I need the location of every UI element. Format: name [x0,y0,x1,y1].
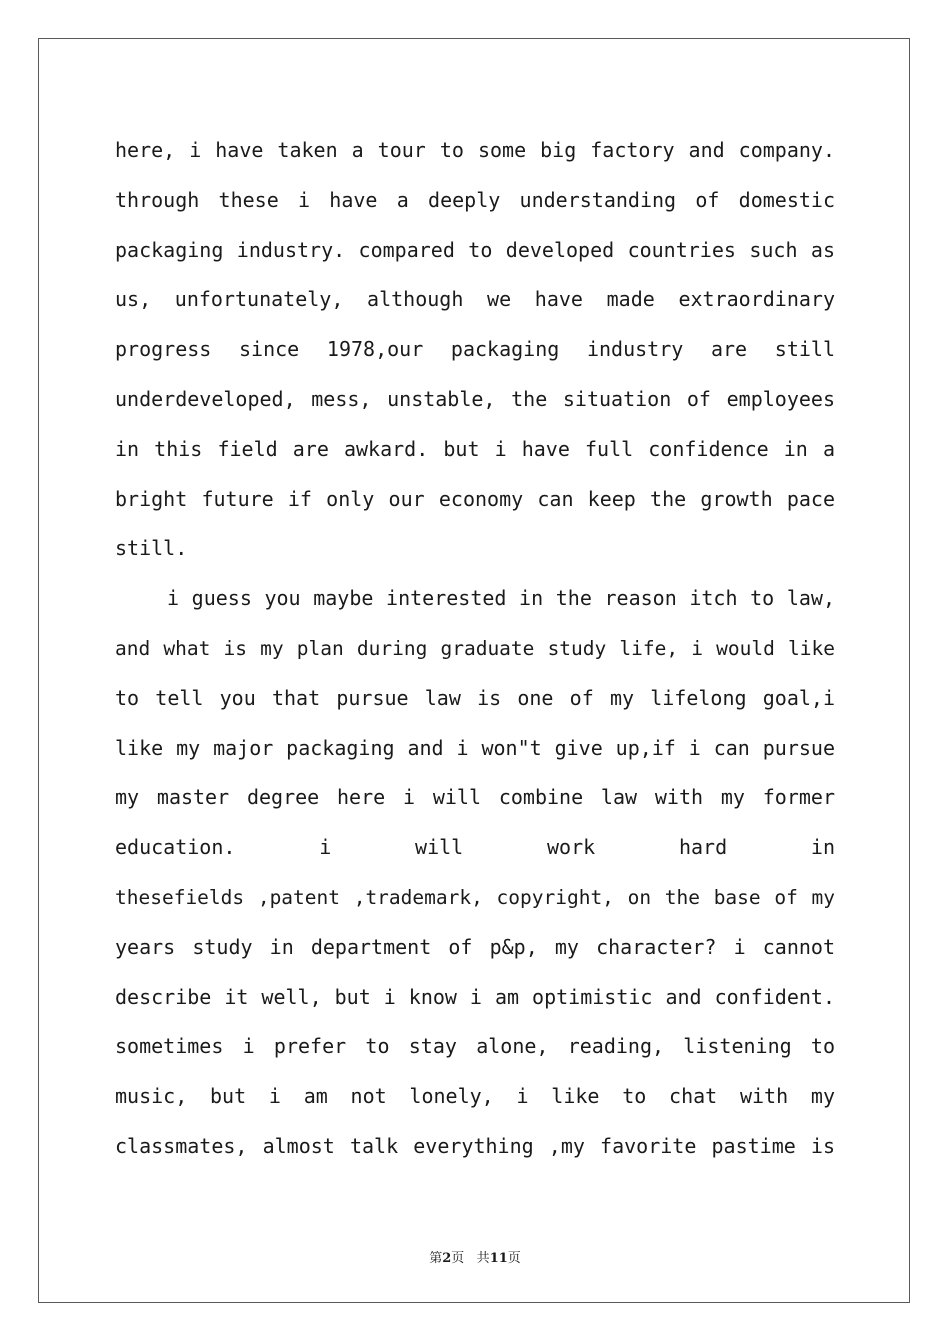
text-line: classmates, almost talk everything ,my favorite pastime is [115,1133,835,1158]
text-line: still. [115,536,188,561]
text-line: bright future if only our economy can keep the growth pace [115,486,835,511]
total-suffix: 页 [507,1251,521,1266]
text-line: and what is my plan during graduate study life, i would like [115,636,835,660]
page-footer [0,1247,950,1266]
text-line: underdeveloped, mess, unstable, the situation of employees [115,386,835,411]
text-line: my master degree here i will combine law with my former [115,785,835,810]
text-line: through these i have a deeply understanding of domestic [115,187,835,212]
paragraph-first-line: i guess you maybe interested in the reason itch to law, [167,586,835,611]
total-prefix: 共 [476,1251,490,1266]
page-prefix: 第 [429,1251,443,1266]
text-line: thesefields ,patent ,trademark, copyright, on the base of my [115,885,835,909]
total-pages: 11 [489,1251,508,1266]
page-number: 2 [442,1251,452,1266]
text-line: music, but i am not lonely, i like to chat with my [115,1084,835,1109]
text-line: packaging industry. compared to developed countries such as [115,237,835,262]
text-line: us, unfortunately, although we have made extraordinary [115,287,835,312]
text-line: to tell you that pursue law is one of my lifelong goal,i [115,685,835,710]
text-line: sometimes i prefer to stay alone, reading, listening to [115,1034,835,1059]
text-line: years study in department of p&p, my character? i cannot [115,934,835,959]
text-line: here, i have taken a tour to some big factory and company. [115,138,835,162]
page-suffix: 页 [451,1251,465,1266]
text-line: progress since 1978,our packaging industry are still [115,337,835,362]
text-line: education. i will work hard in [115,835,835,860]
text-line: in this field are awkard. but i have full confidence in a [115,436,835,461]
text-line: like my major packaging and i won"t give up,if i can pursue [115,735,835,760]
text-line: describe it well, but i know i am optimistic and confident. [115,984,835,1009]
document-body [115,126,835,1172]
